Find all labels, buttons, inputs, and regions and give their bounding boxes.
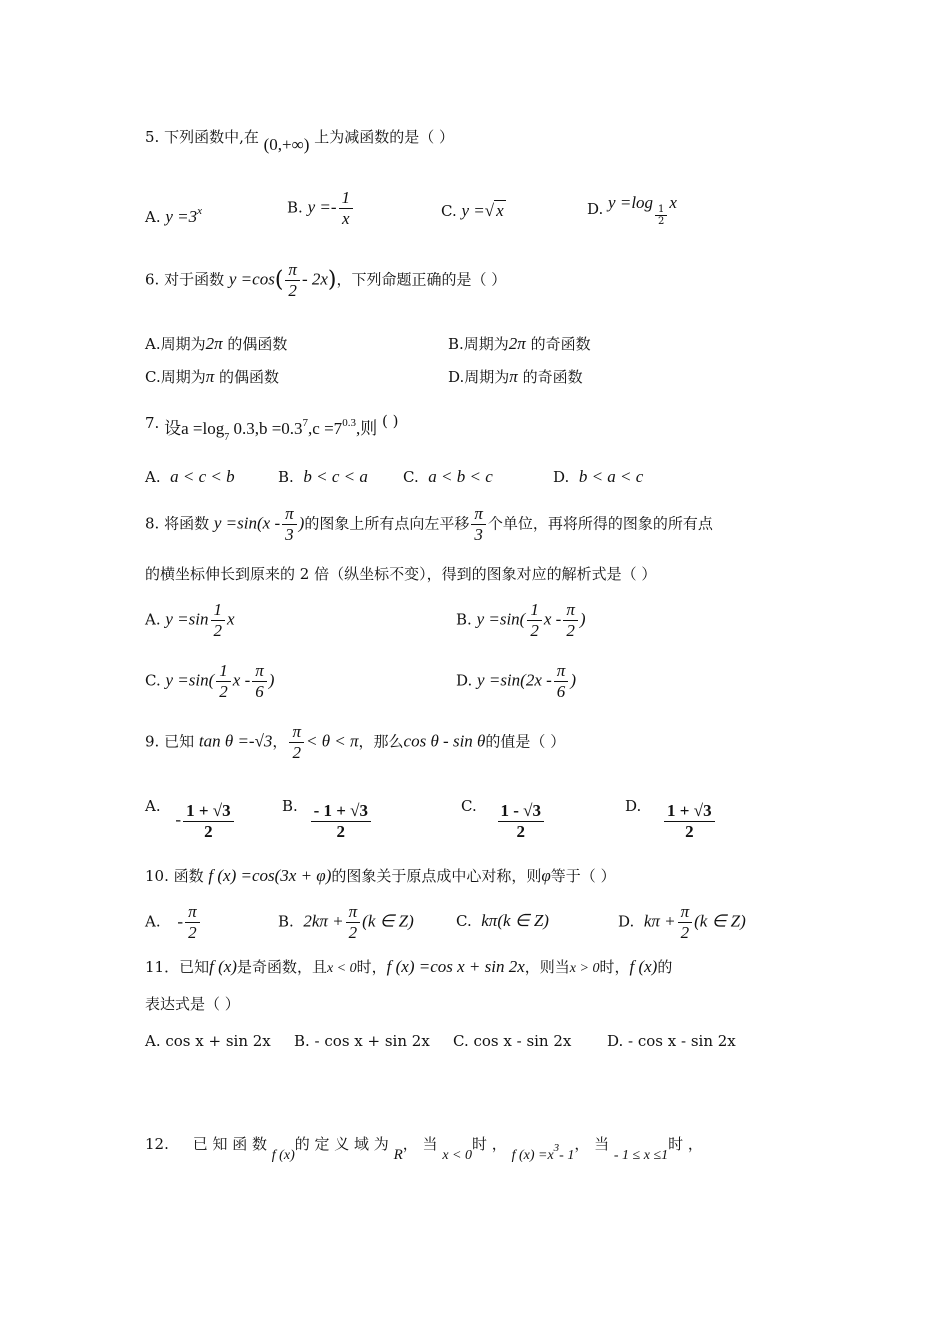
q11-stem-line1: 11．已知f (x)是奇函数，且x < 0时，f (x) =cos x + sin 2x，则当x > 0时，f (x)的 — [145, 957, 673, 976]
q7-option-a: A. a < c < b — [145, 467, 235, 486]
q10-option-a: A. - $\frac{\pi}{2}$ — [145, 902, 202, 943]
q5-option-a: A. $y =3^x$ — [145, 205, 203, 226]
q5-stem: 5. 下列函数中,在 (0,+∞) 上为减函数的是（ ） — [145, 128, 454, 154]
q8-option-a: A. y =sin $\frac{1}{2}$ x — [145, 600, 235, 640]
q7-stem: 7. 设$a =\log_7$ $0.3,b =0.3^7,c =7^{0.3}$,则 ( ) — [145, 412, 399, 443]
q9-option-c: C. $\frac{1 - √3}{2}$ — [461, 795, 546, 842]
q7-option-d: D. b < a < c — [553, 467, 644, 486]
q10-option-b: B. 2kπ + $\frac{\pi}{2}$ (k ∈ Z) — [278, 902, 414, 942]
q11-option-d: D. - cos x - sin 2x — [607, 1032, 736, 1050]
q8-stem-line2: 的横坐标伸长到原来的 2 倍（纵坐标不变），得到的图象对应的解析式是（ ） — [145, 565, 657, 583]
q8-option-d: D. y =sin(2x - $\frac{\pi}{6}$ ) — [456, 661, 576, 701]
q11-option-c: C. cos x - sin 2x — [453, 1032, 572, 1050]
q8-option-b: B. y =sin( $\frac{1}{2}$ x - $\frac{\pi}{2}$ ) — [456, 600, 586, 640]
q6-option-b: B.周期为2π 的奇函数 — [448, 334, 591, 353]
q5-option-d: D. y =log $\frac{1}{2}$ x — [587, 193, 677, 227]
q6-option-a: A.周期为2π 的偶函数 — [145, 334, 288, 353]
q11-stem-line2: 表达式是（ ） — [145, 995, 240, 1013]
q11-option-a: A. cos x + sin 2x — [145, 1032, 271, 1050]
q10-stem: 10. 函数 f (x) =cos(3x + φ)的图象关于原点成中心对称，则φ等于（ ） — [145, 866, 616, 885]
q7-option-c: C. a < b < c — [403, 467, 493, 486]
q9-stem: 9. 已知 tan θ =-√3， $\frac{\pi}{2}$ < θ < π，那么cos θ - sin θ的值是（ ） — [145, 722, 566, 762]
q9-option-b: B. $\frac{- 1 + √3}{2}$ — [282, 795, 373, 842]
q11-option-b: B. - cos x + sin 2x — [294, 1032, 430, 1050]
q5-option-b: B. y =- $\frac{1}{x}$ — [287, 188, 355, 229]
q8-option-c: C. y =sin( $\frac{1}{2}$ x - $\frac{\pi}{6}$ ) — [145, 661, 275, 701]
q8-stem-line1: 8. 将函数 y =sin(x - $\frac{\pi}{3}$ )的图象上所有点向左平移 $\frac{\pi}{3}$ 个单位，再将所得的图象的所有点 — [145, 504, 713, 544]
q6-option-c: C.周期为π 的偶函数 — [145, 367, 280, 386]
q6-stem: 6. 对于函数 y =cos( $\frac{\pi}{2}$ - 2x)，下列命题正确的是（ ） — [145, 260, 507, 300]
q5-option-c: C. y =√ x — [441, 201, 504, 220]
q10-option-c: C. kπ(k ∈ Z) — [456, 911, 549, 930]
q12-stem: 12. 已 知 函 数 f (x)的 定 义 域 为 R， 当 x < 0时 ， f $(x) =x^3-$ 1， 当 - 1 ≤ x ≤1时 ， — [145, 1135, 703, 1163]
q7-option-b: B. b < c < a — [278, 467, 368, 486]
q6-option-d: D.周期为π 的奇函数 — [448, 367, 583, 386]
q9-option-d: D. $\frac{1 + √3}{2}$ — [625, 795, 717, 842]
q5-interval: (0,+∞) — [263, 135, 310, 154]
q10-option-d: D. kπ + $\frac{\pi}{2}$ (k ∈ Z) — [618, 902, 746, 942]
q9-option-a: A. - $\frac{1 + √3}{2}$ — [145, 795, 236, 842]
